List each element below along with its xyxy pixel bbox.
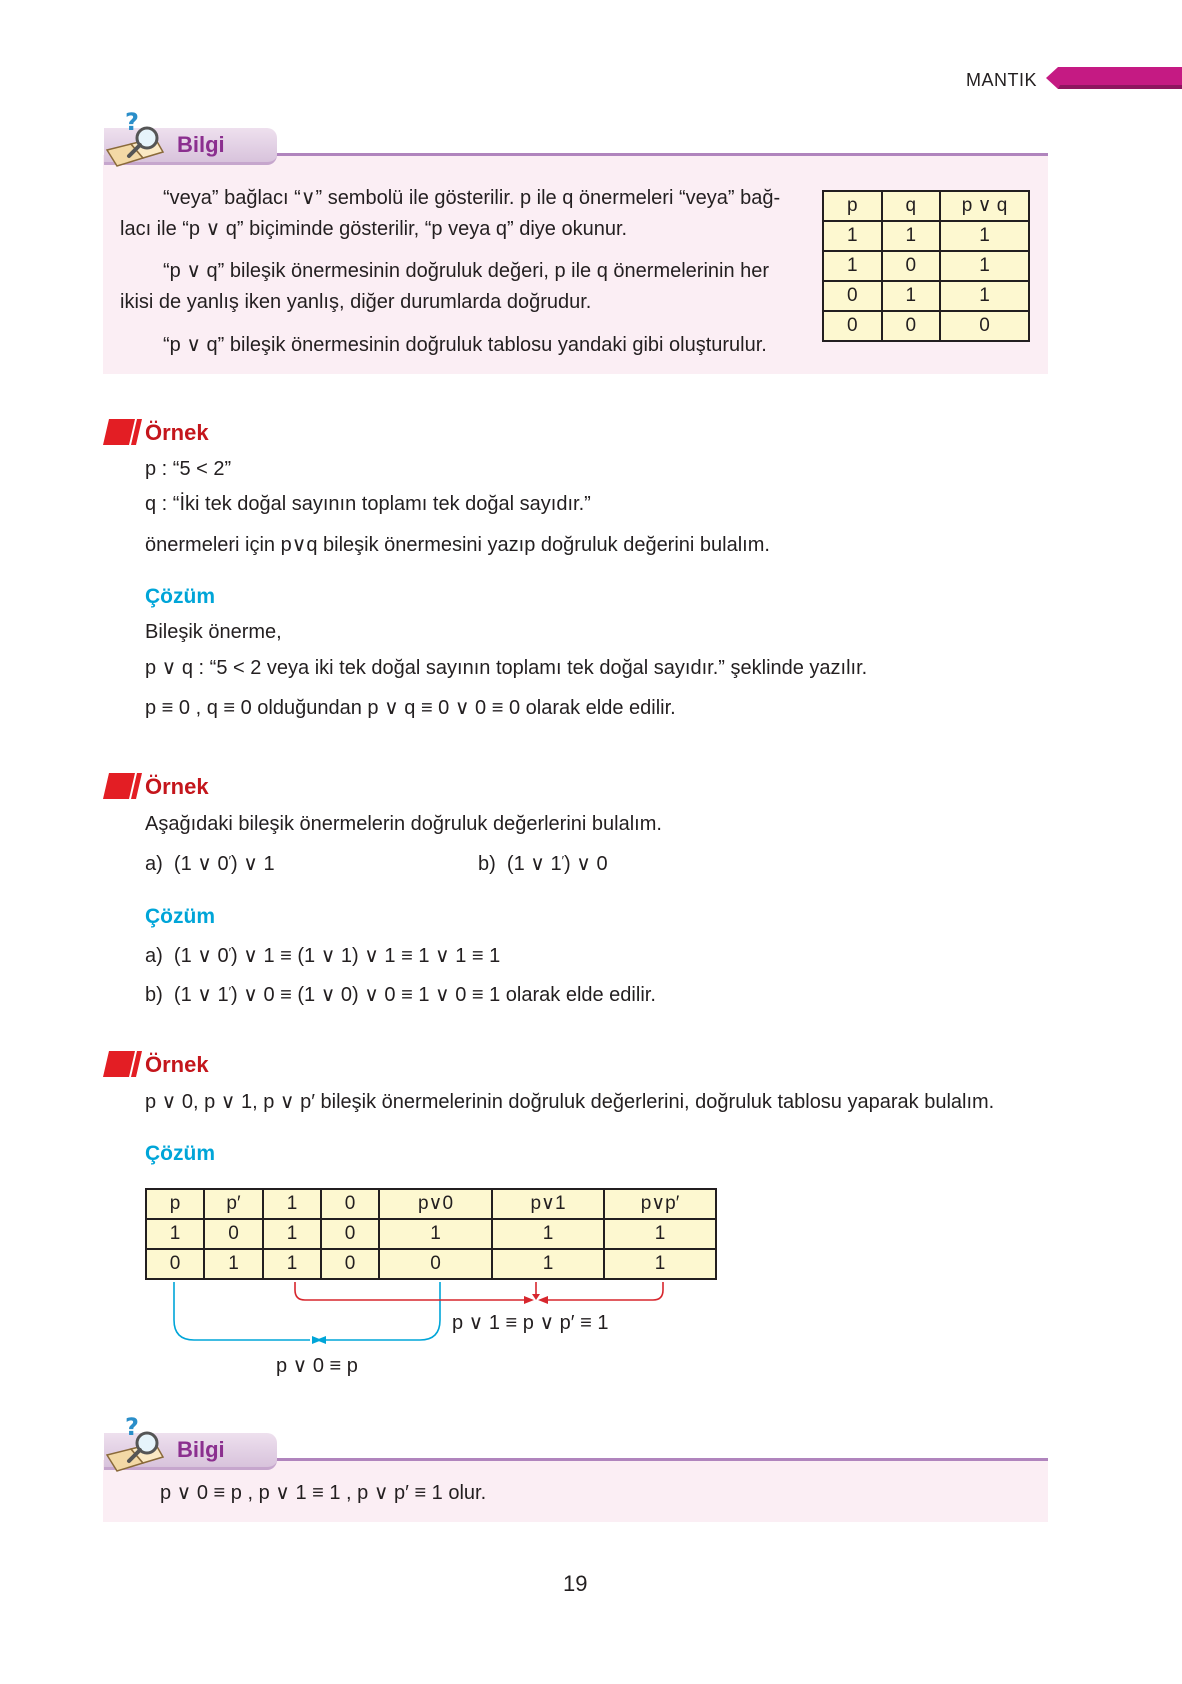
table-cell: 1 [263, 1249, 321, 1279]
table-cell: 1 [492, 1219, 604, 1249]
solution-text-line: Bileşik önerme, [145, 621, 282, 643]
problem-a: a) (1 ∨ 0′) ∨ 1 [145, 853, 275, 875]
red-arrow-head [538, 1296, 548, 1304]
svg-text:?: ? [125, 1413, 139, 1441]
table-row [146, 1219, 716, 1249]
table-row [823, 221, 1029, 251]
table-cell: 0 [146, 1249, 204, 1279]
table-cell: 1 [146, 1219, 204, 1249]
example-text-line: önermeleri için p∨q bileşik önermesini yazıp doğruluk değerini bulalım. [145, 534, 770, 556]
table-header-row [823, 191, 1029, 221]
table-row [823, 281, 1029, 311]
running-header: MANTIK [966, 70, 1038, 90]
table-cell: 1 [263, 1219, 321, 1249]
table-cell: 0 [204, 1219, 263, 1249]
blue-arrow-head [316, 1336, 326, 1344]
red-arrow-head [524, 1296, 534, 1304]
table-cell: 1 [940, 251, 1029, 281]
table-cell: 0 [379, 1249, 492, 1279]
example-text-line: p : “5 < 2” [145, 458, 232, 480]
table-cell: 0 [940, 311, 1029, 341]
solution-title: Çözüm [145, 585, 215, 608]
example-marker-icon [103, 1051, 145, 1077]
table-cell: 1 [604, 1249, 716, 1279]
solution-title: Çözüm [145, 905, 215, 928]
table-cell: 1 [492, 1249, 604, 1279]
solution-title: Çözüm [145, 1142, 215, 1165]
magnifier-book-question-icon [103, 108, 167, 172]
solution-text-line: p ≡ 0 , q ≡ 0 olduğundan p ∨ q ≡ 0 ∨ 0 ≡ 0 olarak elde edilir. [145, 697, 676, 719]
table-cell: 0 [823, 281, 882, 311]
table-header-cell: 0 [321, 1189, 379, 1219]
truth-table-p-or-constants [145, 1188, 717, 1280]
example-marker-icon [103, 773, 145, 799]
info-text-line: ikisi de yanlış iken yanlış, diğer durumlarda doğrudur. [120, 291, 592, 313]
table-header-cell: p [146, 1189, 204, 1219]
table-row [823, 311, 1029, 341]
table-cell: 0 [823, 311, 882, 341]
table-cell: 1 [379, 1219, 492, 1249]
table-header-cell: p∨0 [379, 1189, 492, 1219]
table-cell: 1 [940, 221, 1029, 251]
example-title: Örnek [145, 774, 209, 799]
table-header-cell: p∨p′ [604, 1189, 716, 1219]
table-cell: 0 [321, 1249, 379, 1279]
table-cell: 1 [882, 221, 941, 251]
info-text-line: “p ∨ q” bileşik önermesinin doğruluk değeri, p ile q önermelerinin her [163, 260, 770, 282]
table-cell: 0 [882, 311, 941, 341]
table-header-row [146, 1189, 716, 1219]
solution-text-line: p ∨ q : “5 < 2 veya iki tek doğal sayının toplamı tek doğal sayıdır.” şeklinde yazılır. [145, 657, 868, 679]
info-text-line: “p ∨ q” bileşik önermesinin doğruluk tablosu yandaki gibi oluşturulur. [163, 334, 767, 356]
svg-text:?: ? [125, 108, 139, 136]
truth-table-p-or-q [822, 190, 1030, 342]
info-text-line: “veya” bağlacı “∨” sembolü ile gösterilir. p ile q önermeleri “veya” bağ- [163, 187, 781, 209]
example-title: Örnek [145, 420, 209, 445]
table-cell: 1 [882, 281, 941, 311]
table-cell: 1 [823, 251, 882, 281]
example-marker-icon [103, 419, 145, 445]
solution-b: b) (1 ∨ 1′) ∨ 0 ≡ (1 ∨ 0) ∨ 0 ≡ 1 ∨ 0 ≡ 1 olarak elde edilir. [145, 984, 656, 1006]
table-cell: 1 [940, 281, 1029, 311]
header-accent-bar [1046, 67, 1182, 89]
table-cell: 0 [321, 1219, 379, 1249]
page-number: 19 [563, 1571, 588, 1596]
info-text-line: p ∨ 0 ≡ p , p ∨ 1 ≡ 1 , p ∨ p′ ≡ 1 olur. [160, 1482, 487, 1504]
example-text-line: q : “İki tek doğal sayının toplamı tek doğal sayıdır.” [145, 493, 591, 515]
solution-a: a) (1 ∨ 0′) ∨ 1 ≡ (1 ∨ 1) ∨ 1 ≡ 1 ∨ 1 ≡ 1 [145, 945, 501, 967]
table-cell: 1 [823, 221, 882, 251]
blue-connector [174, 1282, 440, 1340]
connector-arrows [140, 1280, 700, 1360]
example-text-line: Aşağıdaki bileşik önermelerin doğruluk değerlerini bulalım. [145, 813, 662, 835]
red-connector-note: p ∨ 1 ≡ p ∨ p′ ≡ 1 [452, 1312, 609, 1334]
table-header-cell: p∨1 [492, 1189, 604, 1219]
table-header-cell: p′ [204, 1189, 263, 1219]
red-arrow-head [532, 1294, 540, 1300]
blue-connector-note: p ∨ 0 ≡ p [276, 1355, 358, 1377]
info-text-line: lacı ile “p ∨ q” biçiminde gösterilir, “p veya q” diye okunur. [120, 218, 628, 240]
info-title: Bilgi [177, 132, 225, 157]
table-cell: 1 [604, 1219, 716, 1249]
table-row [146, 1249, 716, 1279]
table-header-cell: 1 [263, 1189, 321, 1219]
table-header-cell: q [882, 191, 941, 221]
red-connector [295, 1282, 663, 1300]
table-header-cell: p [823, 191, 882, 221]
table-header-cell: p ∨ q [940, 191, 1029, 221]
table-cell: 0 [882, 251, 941, 281]
table-row [823, 251, 1029, 281]
example-text-line: p ∨ 0, p ∨ 1, p ∨ p′ bileşik önermelerinin doğruluk değerlerini, doğruluk tablosu yaparak bulalım. [145, 1091, 995, 1113]
table-cell: 1 [204, 1249, 263, 1279]
example-title: Örnek [145, 1052, 209, 1077]
info-title: Bilgi [177, 1437, 225, 1462]
magnifier-book-question-icon [103, 1413, 167, 1477]
problem-b: b) (1 ∨ 1′) ∨ 0 [478, 853, 608, 875]
